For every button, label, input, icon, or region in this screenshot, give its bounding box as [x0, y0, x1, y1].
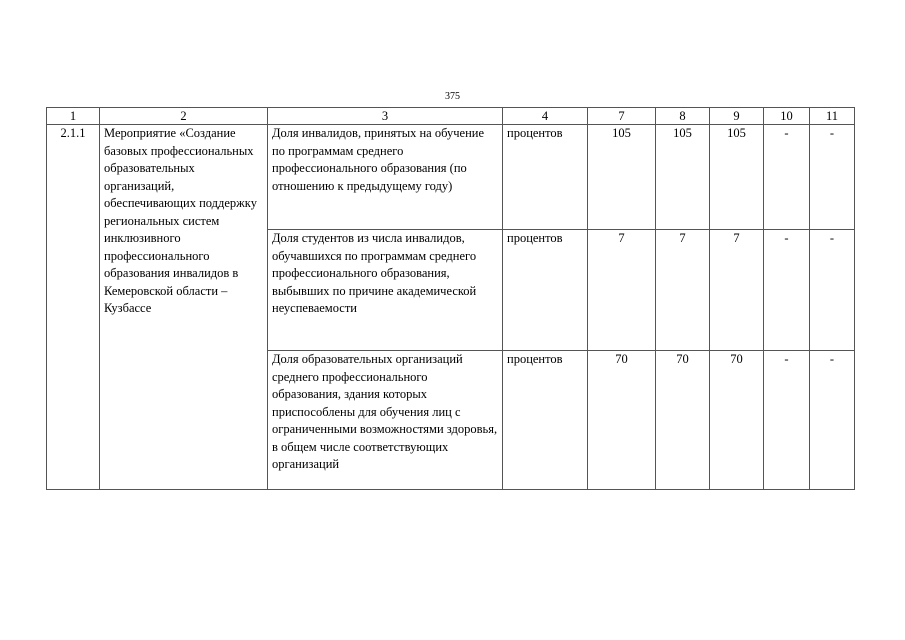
value-cell-11: - — [810, 230, 855, 351]
unit-cell: процентов — [503, 125, 588, 230]
value-cell-7: 70 — [588, 351, 656, 490]
measure-cell: Мероприятие «Создание базовых профессиональных образовательных организаций, обеспечивающих поддержку региональных систем инклюзивного профессионального образования инвалидов в Кемеровской области – Кузбассе — [100, 125, 268, 490]
value-cell-11: - — [810, 351, 855, 490]
unit-cell: процентов — [503, 230, 588, 351]
indicators-table — [46, 107, 855, 490]
header-cell-9: 9 — [710, 108, 764, 125]
indicator-cell: Доля образовательных организаций среднего профессионального образования, здания которых приспособлены для обучения лиц с ограниченными возможностями здоровья, в общем числе соответствующих организаций — [268, 351, 503, 490]
value-cell-9: 105 — [710, 125, 764, 230]
indicator-cell: Доля инвалидов, принятых на обучение по программам среднего профессионального образования (по отношению к предыдущему году) — [268, 125, 503, 230]
value-cell-8: 105 — [656, 125, 710, 230]
value-cell-11: - — [810, 125, 855, 230]
header-cell-7: 7 — [588, 108, 656, 125]
value-cell-9: 7 — [710, 230, 764, 351]
indicator-cell: Доля студентов из числа инвалидов, обучавшихся по программам среднего профессионального образования, выбывших по причине академической неуспеваемости — [268, 230, 503, 351]
header-cell-11: 11 — [810, 108, 855, 125]
header-cell-8: 8 — [656, 108, 710, 125]
header-cell-10: 10 — [764, 108, 810, 125]
header-cell-2: 2 — [100, 108, 268, 125]
value-cell-8: 7 — [656, 230, 710, 351]
value-cell-10: - — [764, 351, 810, 490]
value-cell-10: - — [764, 230, 810, 351]
value-cell-8: 70 — [656, 351, 710, 490]
table-row — [47, 125, 855, 230]
value-cell-7: 105 — [588, 125, 656, 230]
page-number: 375 — [445, 91, 460, 102]
header-cell-4: 4 — [503, 108, 588, 125]
header-cell-3: 3 — [268, 108, 503, 125]
value-cell-9: 70 — [710, 351, 764, 490]
table-header-row — [47, 108, 855, 125]
value-cell-7: 7 — [588, 230, 656, 351]
header-cell-1: 1 — [47, 108, 100, 125]
value-cell-10: - — [764, 125, 810, 230]
unit-cell: процентов — [503, 351, 588, 490]
item-number-cell: 2.1.1 — [47, 125, 100, 490]
